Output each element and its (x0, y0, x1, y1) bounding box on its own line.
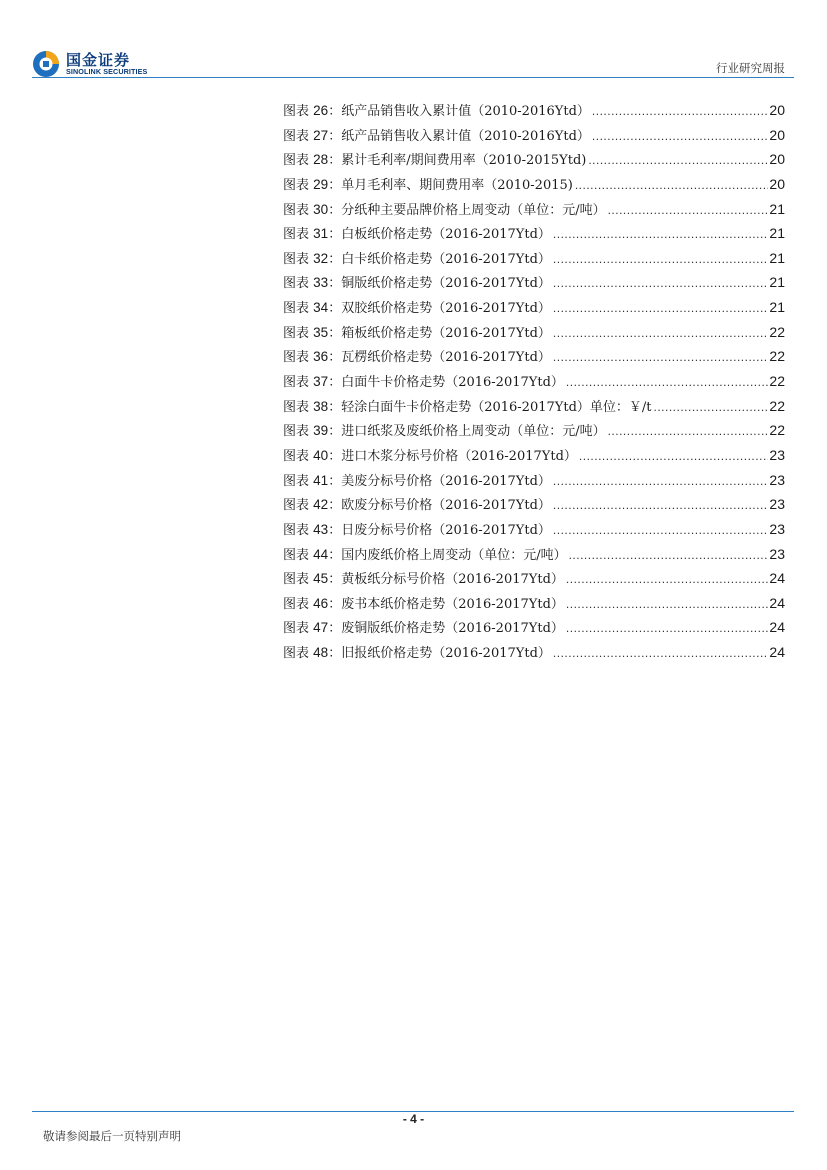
toc-entry[interactable] (283, 642, 785, 667)
toc-entry-number: 33 (313, 275, 329, 291)
toc-entry[interactable] (283, 174, 785, 199)
toc-entry-page: 23 (769, 545, 785, 562)
toc-entry-page: 21 (769, 225, 785, 242)
toc-entry[interactable] (283, 248, 785, 273)
toc-entry-title: 美废分标号价格（2016-2017Ytd） (341, 473, 551, 489)
toc-entry-title: 进口木浆分标号价格（2016-2017Ytd） (341, 448, 577, 464)
toc-entry[interactable] (283, 494, 785, 519)
logo-chinese-name: 国金证券 (66, 51, 131, 69)
toc-dot-leader (553, 523, 769, 537)
toc-dot-leader (566, 597, 769, 611)
toc-entry-prefix: 图表 (283, 448, 310, 464)
toc-entry-title: 纸产品销售收入累计值（2010-2016Ytd） (341, 104, 590, 119)
toc-entry-prefix: 图表 (283, 177, 310, 193)
toc-entry-label: 图表 45： (283, 571, 342, 588)
toc-entry-page: 22 (769, 323, 785, 340)
toc-entry-number: 47 (313, 620, 329, 636)
page-number: - 4 - (402, 1112, 425, 1126)
toc-entry-prefix: 图表 (283, 424, 310, 440)
toc-dot-leader (553, 326, 769, 340)
toc-entry-number: 37 (313, 374, 329, 390)
toc-entry[interactable] (283, 371, 785, 396)
toc-entry-prefix: 图表 (283, 498, 310, 514)
toc-entry-label: 图表 41： (283, 472, 342, 489)
disclaimer: 敬请参阅最后一页特别声明 (43, 1129, 181, 1143)
toc-entry-title: 瓦楞纸价格走势（2016-2017Ytd） (341, 350, 551, 366)
toc-dot-leader (592, 129, 769, 143)
header-divider (32, 77, 794, 78)
toc-entry-title: 欧废分标号价格（2016-2017Ytd） (341, 498, 551, 514)
toc-dot-leader (608, 203, 769, 217)
toc-dot-leader (569, 548, 769, 562)
toc-entry-number: 38 (313, 398, 329, 414)
toc-entry-prefix: 图表 (283, 572, 310, 588)
toc-dot-leader (553, 276, 769, 290)
toc-entry-prefix: 图表 (283, 547, 310, 563)
toc-entry-number: 46 (313, 595, 329, 611)
toc-entry[interactable] (283, 297, 785, 322)
toc-entry[interactable] (283, 272, 785, 297)
toc-entry[interactable] (283, 470, 785, 495)
toc-dot-leader (588, 153, 768, 167)
toc-entry-number: 42 (313, 497, 329, 513)
toc-entry-title: 废书本纸价格走势（2016-2017Ytd） (341, 596, 564, 612)
toc-dot-leader (566, 621, 769, 635)
report-type: 行业研究周报 (716, 61, 785, 75)
toc-entry-title: 铜版纸价格走势（2016-2017Ytd） (341, 276, 551, 292)
toc-entry[interactable] (283, 322, 785, 347)
toc-entry-prefix: 图表 (283, 202, 310, 218)
toc-entry-title: 箱板纸价格走势（2016-2017Ytd） (341, 325, 551, 341)
toc-entry-number: 36 (313, 349, 329, 365)
toc-entry-page: 21 (769, 200, 785, 217)
toc-entry-label: 图表 46： (283, 595, 342, 612)
toc-entry-page: 20 (769, 175, 785, 192)
toc-entry-prefix: 图表 (283, 251, 310, 267)
toc-entry-prefix: 图表 (283, 646, 310, 662)
toc-entry-page: 22 (769, 348, 785, 365)
toc-entry-page: 23 (769, 471, 785, 488)
toc-dot-leader (608, 424, 769, 438)
toc-entry[interactable] (283, 149, 785, 174)
toc-entry[interactable] (283, 396, 785, 421)
toc-entry-title: 黄板纸分标号价格（2016-2017Ytd） (341, 572, 564, 588)
toc-entry-label: 图表 43： (283, 521, 342, 538)
toc-entry-label: 图表 35： (283, 324, 342, 341)
toc-entry-label: 图表 48： (283, 645, 342, 662)
toc-entry-prefix: 图表 (283, 522, 310, 538)
toc-entry-title: 旧报纸价格走势（2016-2017Ytd） (341, 646, 551, 662)
toc-entry-page: 22 (769, 422, 785, 439)
toc-entry-title: 分纸种主要品牌价格上周变动（单位：元/吨） (341, 202, 606, 218)
toc-entry-title: 废铜版纸价格走势（2016-2017Ytd） (341, 621, 564, 637)
toc-dot-leader (579, 449, 769, 463)
toc-entry-prefix: 图表 (283, 276, 310, 292)
toc-entry-prefix: 图表 (283, 104, 310, 119)
toc-entry-page: 24 (769, 619, 785, 636)
toc-dot-leader (654, 400, 769, 414)
toc-dot-leader (553, 474, 769, 488)
toc-entry-label: 图表 33： (283, 275, 342, 292)
toc-entry-page: 23 (769, 446, 785, 463)
toc-entry[interactable] (283, 100, 785, 125)
toc-entry-title: 日废分标号价格（2016-2017Ytd） (341, 522, 551, 538)
toc-entry-title: 单月毛利率、期间费用率（2010-2015) (341, 177, 573, 193)
toc-entry-number: 44 (313, 546, 329, 562)
toc-dot-leader (553, 498, 769, 512)
toc-entry-label: 图表 38： (283, 398, 342, 415)
toc-dot-leader (553, 227, 769, 241)
sinolink-logo-icon (32, 50, 60, 78)
toc-dot-leader (566, 375, 769, 389)
toc-entry[interactable] (283, 445, 785, 470)
toc-entry-prefix: 图表 (283, 473, 310, 489)
toc-entry-label: 图表 39： (283, 423, 342, 440)
toc-entry-label: 图表 47： (283, 620, 342, 637)
toc-entry-page: 24 (769, 644, 785, 661)
toc-entry-number: 28 (313, 152, 329, 168)
toc-entry-prefix: 图表 (283, 375, 310, 391)
company-logo (32, 47, 162, 79)
toc-entry[interactable] (283, 223, 785, 248)
toc-entry-page: 23 (769, 520, 785, 537)
toc-entry-label: 图表 37： (283, 374, 342, 391)
toc-entry-label: 图表 34： (283, 300, 342, 317)
toc-entry-label: 图表 32： (283, 250, 342, 267)
figure-index (283, 100, 785, 667)
toc-dot-leader (575, 178, 769, 192)
toc-entry-title: 白面牛卡价格走势（2016-2017Ytd） (341, 375, 564, 391)
toc-entry-label: 图表 44： (283, 546, 342, 563)
toc-entry-label: 图表 26： (283, 103, 342, 119)
toc-dot-leader (553, 301, 769, 315)
toc-entry-number: 26 (313, 103, 329, 118)
toc-entry[interactable] (283, 346, 785, 371)
toc-entry-title: 进口纸浆及废纸价格上周变动（单位：元/吨） (341, 424, 606, 440)
toc-entry[interactable] (283, 568, 785, 593)
toc-entry-number: 30 (313, 201, 329, 217)
toc-entry-number: 31 (313, 226, 329, 242)
toc-dot-leader (553, 350, 769, 364)
toc-entry-prefix: 图表 (283, 153, 310, 169)
toc-entry-title: 双胶纸价格走势（2016-2017Ytd） (341, 301, 551, 317)
toc-dot-leader (566, 572, 769, 586)
toc-entry-page: 21 (769, 274, 785, 291)
toc-entry-number: 34 (313, 300, 329, 316)
toc-entry-number: 29 (313, 176, 329, 192)
toc-entry[interactable] (283, 519, 785, 544)
toc-entry-title: 白板纸价格走势（2016-2017Ytd） (341, 227, 551, 243)
logo-english-name: SINOLINK SECURITIES (66, 67, 148, 76)
toc-entry-title: 轻涂白面牛卡价格走势（2016-2017Ytd）单位：￥/t (341, 399, 652, 415)
toc-entry-number: 41 (313, 472, 329, 488)
toc-entry[interactable] (283, 125, 785, 150)
toc-entry-title: 国内废纸价格上周变动（单位：元/吨） (341, 547, 567, 563)
toc-entry-label: 图表 28： (283, 152, 342, 169)
toc-entry-page: 20 (769, 151, 785, 168)
toc-entry-prefix: 图表 (283, 227, 310, 243)
toc-entry-prefix: 图表 (283, 301, 310, 317)
toc-entry-page: 21 (769, 299, 785, 316)
toc-entry-page: 20 (769, 102, 785, 118)
toc-dot-leader (553, 646, 769, 660)
toc-entry-prefix: 图表 (283, 399, 310, 415)
toc-entry-page: 24 (769, 594, 785, 611)
toc-entry-number: 35 (313, 324, 329, 340)
toc-entry-number: 48 (313, 645, 329, 661)
toc-entry[interactable] (283, 420, 785, 445)
toc-entry-title: 白卡纸价格走势（2016-2017Ytd） (341, 251, 551, 267)
toc-entry-number: 39 (313, 423, 329, 439)
toc-entry[interactable] (283, 199, 785, 224)
toc-entry[interactable] (283, 617, 785, 642)
toc-entry-page: 22 (769, 373, 785, 390)
toc-entry-prefix: 图表 (283, 325, 310, 341)
toc-dot-leader (553, 252, 769, 266)
toc-entry-number: 32 (313, 250, 329, 266)
toc-entry-label: 图表 27： (283, 127, 342, 144)
toc-entry-label: 图表 42： (283, 497, 342, 514)
toc-entry-label: 图表 30： (283, 201, 342, 218)
toc-entry-page: 21 (769, 249, 785, 266)
toc-entry-prefix: 图表 (283, 350, 310, 366)
toc-entry-page: 20 (769, 126, 785, 143)
toc-entry[interactable] (283, 593, 785, 618)
toc-entry-number: 43 (313, 521, 329, 537)
toc-entry-number: 45 (313, 571, 329, 587)
toc-entry-title: 累计毛利率/期间费用率（2010-2015Ytd) (341, 153, 587, 169)
toc-entry-prefix: 图表 (283, 128, 310, 144)
toc-entry-page: 22 (769, 397, 785, 414)
toc-entry-prefix: 图表 (283, 596, 310, 612)
toc-entry-page: 24 (769, 570, 785, 587)
toc-dot-leader (592, 104, 769, 118)
toc-entry-label: 图表 36： (283, 349, 342, 366)
toc-entry[interactable] (283, 544, 785, 569)
toc-entry-number: 27 (313, 127, 329, 143)
toc-entry-label: 图表 29： (283, 176, 342, 193)
toc-entry-number: 40 (313, 447, 329, 463)
toc-entry-page: 23 (769, 496, 785, 513)
page-header (0, 0, 827, 80)
toc-entry-label: 图表 40： (283, 447, 342, 464)
toc-entry-prefix: 图表 (283, 621, 310, 637)
toc-entry-label: 图表 31： (283, 226, 342, 243)
toc-entry-title: 纸产品销售收入累计值（2010-2016Ytd） (341, 128, 590, 144)
